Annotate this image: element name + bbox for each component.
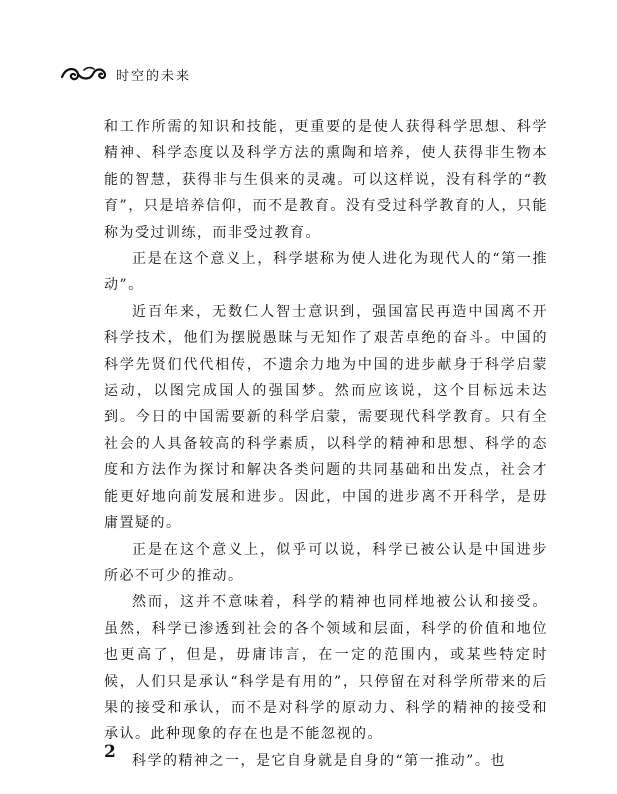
paragraph: 然而，这并不意味着，科学的精神也同样地被公认和接受。虽然，科学已渗透到社会的各个领域和层面，科学的价值和地位也更高了，但是，毋庸讳言，在一定的范围内，或某些特定时候，人们只是承认“科学是有用的”，只停留在对科学所带来的后果的接受和承认，而不是对科学的原动力、科学的精神的接受和承认。此种现象的存在也是不能忽视的。 — [104, 594, 548, 743]
paragraph: 正是在这个意义上，似乎可以说，科学已被公认是中国进步所必不可少的推动。 — [104, 541, 548, 584]
paragraph: 和工作所需的知识和技能，更重要的是使人获得科学思想、科学精神、科学态度以及科学方法的熏陶和培养，使人获得非生物本能的智慧，获得非与生俱来的灵魂。可以这样说，没有科学的“教育”，只是培养信仰，而不是教育。没有受过科学教育的人，只能称为受过训练，而非受过教育。 — [104, 119, 548, 241]
paragraph: 科学的精神之一，是它自身就是自身的“第一推动”。也 — [132, 752, 506, 769]
paragraph: 正是在这个意义上，科学堪称为使人进化为现代人的“第一推动”。 — [104, 251, 548, 294]
swirl-logo-icon — [60, 63, 112, 85]
paragraph: 近百年来，无数仁人智士意识到，强国富民再造中国离不开科学技术，他们为摆脱愚昧与无知作了艰苦卓绝的奋斗。中国的科学先贤们代代相传，不遗余力地为中国的进步献身于科学启蒙运动，以图完成国人的强国梦。然而应该说，这个目标远未达到。今日的中国需要新的科学启蒙，需要现代科学教育。只有全社会的人具备较高的科学素质，以科学的精神和思想、科学的态度和方法作为探讨和解决各类问题的共同基础和出发点，社会才能更好地向前发展和进步。因此，中国的进步离不开科学，是毋庸置疑的。 — [104, 303, 548, 532]
page-number: 2 — [104, 742, 116, 762]
header-title: 时空的未来 — [116, 68, 192, 84]
body-text — [104, 114, 548, 774]
running-header — [60, 62, 191, 86]
